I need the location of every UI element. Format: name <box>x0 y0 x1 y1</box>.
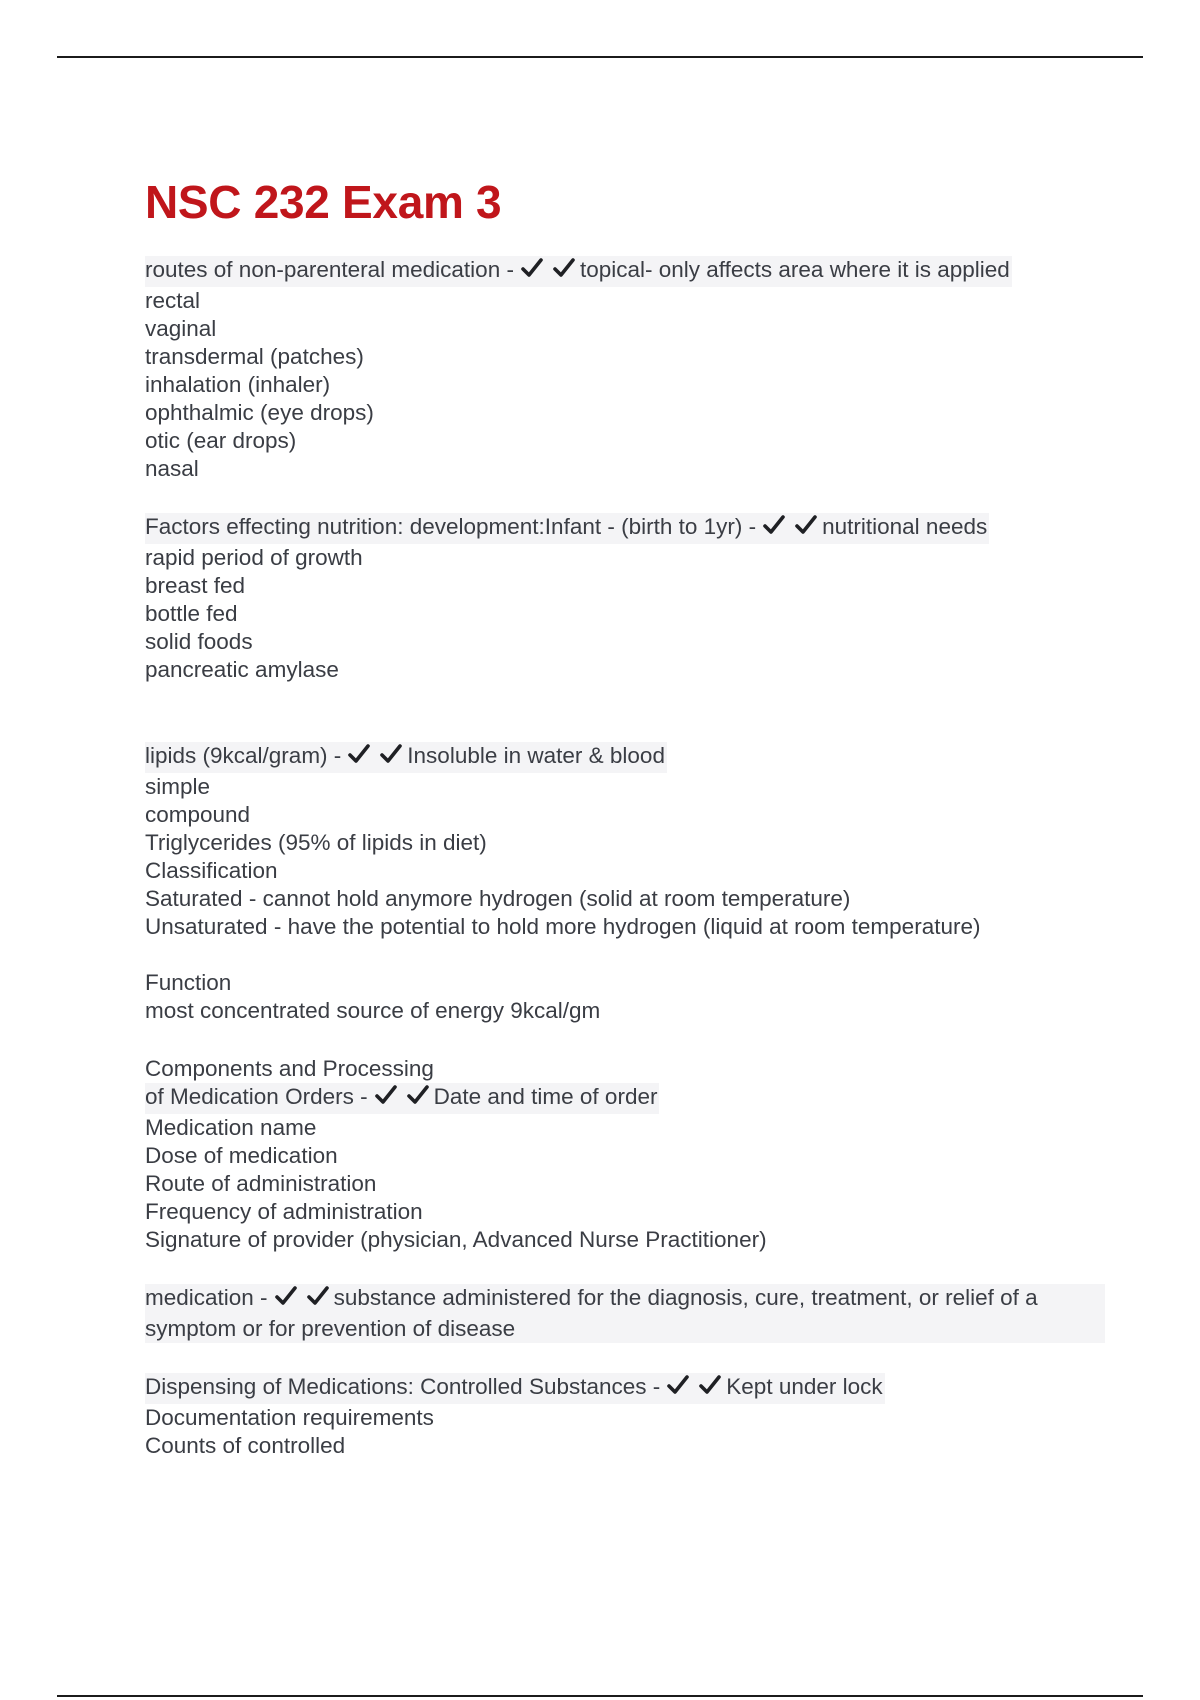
answer-line: transdermal (patches) <box>145 344 364 369</box>
answer-line: nasal <box>145 456 199 481</box>
card-answer: Date and time of order <box>433 1084 658 1109</box>
flashcard <box>145 742 1105 1025</box>
check-icon <box>274 1284 298 1308</box>
answer-line: breast fed <box>145 573 246 598</box>
card-question-line <box>145 1083 659 1114</box>
card-question-line <box>145 513 989 544</box>
card-question-line <box>145 256 1012 287</box>
answer-line: most concentrated source of energy 9kcal/gm <box>145 998 601 1023</box>
check-marks <box>520 256 576 287</box>
flashcard <box>145 513 1105 684</box>
flashcard <box>145 1055 1105 1254</box>
flashcard <box>145 1284 1105 1343</box>
card-answer: topical- only affects area where it is applied <box>579 257 1010 282</box>
answer-line: Saturated - cannot hold anymore hydrogen (solid at room temperature) <box>145 886 851 911</box>
card-term: routes of non-parenteral medication - <box>145 257 514 282</box>
answer-line: Medication name <box>145 1115 317 1140</box>
answer-line: bottle fed <box>145 601 238 626</box>
answer-line: Components and Processing <box>145 1056 434 1081</box>
card-term: Factors effecting nutrition: development:Infant - (birth to 1yr) - <box>145 514 757 539</box>
check-icon <box>347 742 371 766</box>
card-term: Dispensing of Medications: Controlled Substances - <box>145 1374 661 1399</box>
check-icon <box>306 1284 330 1308</box>
flashcard <box>145 256 1105 483</box>
card-term: medication - <box>145 1285 268 1310</box>
answer-line: otic (ear drops) <box>145 428 297 453</box>
answer-line: Signature of provider (physician, Advanced Nurse Practitioner) <box>145 1227 767 1252</box>
check-icon <box>794 513 818 537</box>
answer-line: simple <box>145 774 211 799</box>
answer-line: Documentation requirements <box>145 1405 434 1430</box>
answer-line: pancreatic amylase <box>145 657 339 682</box>
answer-line: compound <box>145 802 251 827</box>
card-term: lipids (9kcal/gram) - <box>145 743 342 768</box>
check-marks <box>347 742 403 773</box>
check-marks <box>274 1284 330 1315</box>
card-term: of Medication Orders - <box>145 1084 368 1109</box>
check-marks <box>374 1083 430 1114</box>
check-icon <box>379 742 403 766</box>
check-icon <box>552 256 576 280</box>
check-icon <box>762 513 786 537</box>
check-icon <box>666 1373 690 1397</box>
check-icon <box>374 1083 398 1107</box>
answer-line: vaginal <box>145 316 217 341</box>
page-title: NSC 232 Exam 3 <box>145 176 502 228</box>
flashcard <box>145 1373 1105 1460</box>
card-question-line <box>145 742 667 773</box>
answer-line: Triglycerides (95% of lipids in diet) <box>145 830 487 855</box>
check-marks <box>666 1373 722 1404</box>
card-question-line <box>145 1373 885 1404</box>
answer-line: ophthalmic (eye drops) <box>145 400 374 425</box>
header-rule <box>57 56 1143 58</box>
answer-line: Route of administration <box>145 1171 377 1196</box>
card-answer: Insoluble in water & blood <box>407 743 665 768</box>
check-marks <box>762 513 818 544</box>
answer-line: Classification <box>145 858 278 883</box>
answer-line: Counts of controlled <box>145 1433 346 1458</box>
card-answer: Kept under lock <box>726 1374 883 1399</box>
document-body <box>145 176 1105 1460</box>
answer-line: Function <box>145 970 232 995</box>
answer-line: Frequency of administration <box>145 1199 423 1224</box>
answer-line: Dose of medication <box>145 1143 338 1168</box>
answer-line: inhalation (inhaler) <box>145 372 331 397</box>
answer-line: Unsaturated - have the potential to hold more hydrogen (liquid at room temperature) <box>145 914 981 939</box>
answer-line: rectal <box>145 288 201 313</box>
check-icon <box>520 256 544 280</box>
answer-line: solid foods <box>145 629 253 654</box>
card-question-line <box>145 1284 1105 1343</box>
answer-line: rapid period of growth <box>145 545 363 570</box>
check-icon <box>698 1373 722 1397</box>
footer-rule <box>57 1695 1143 1697</box>
card-answer: nutritional needs <box>822 514 988 539</box>
card-answer: substance administered for the diagnosis, cure, treatment, or relief of a symptom or for prevention of disease <box>145 1285 1038 1341</box>
check-icon <box>406 1083 430 1107</box>
